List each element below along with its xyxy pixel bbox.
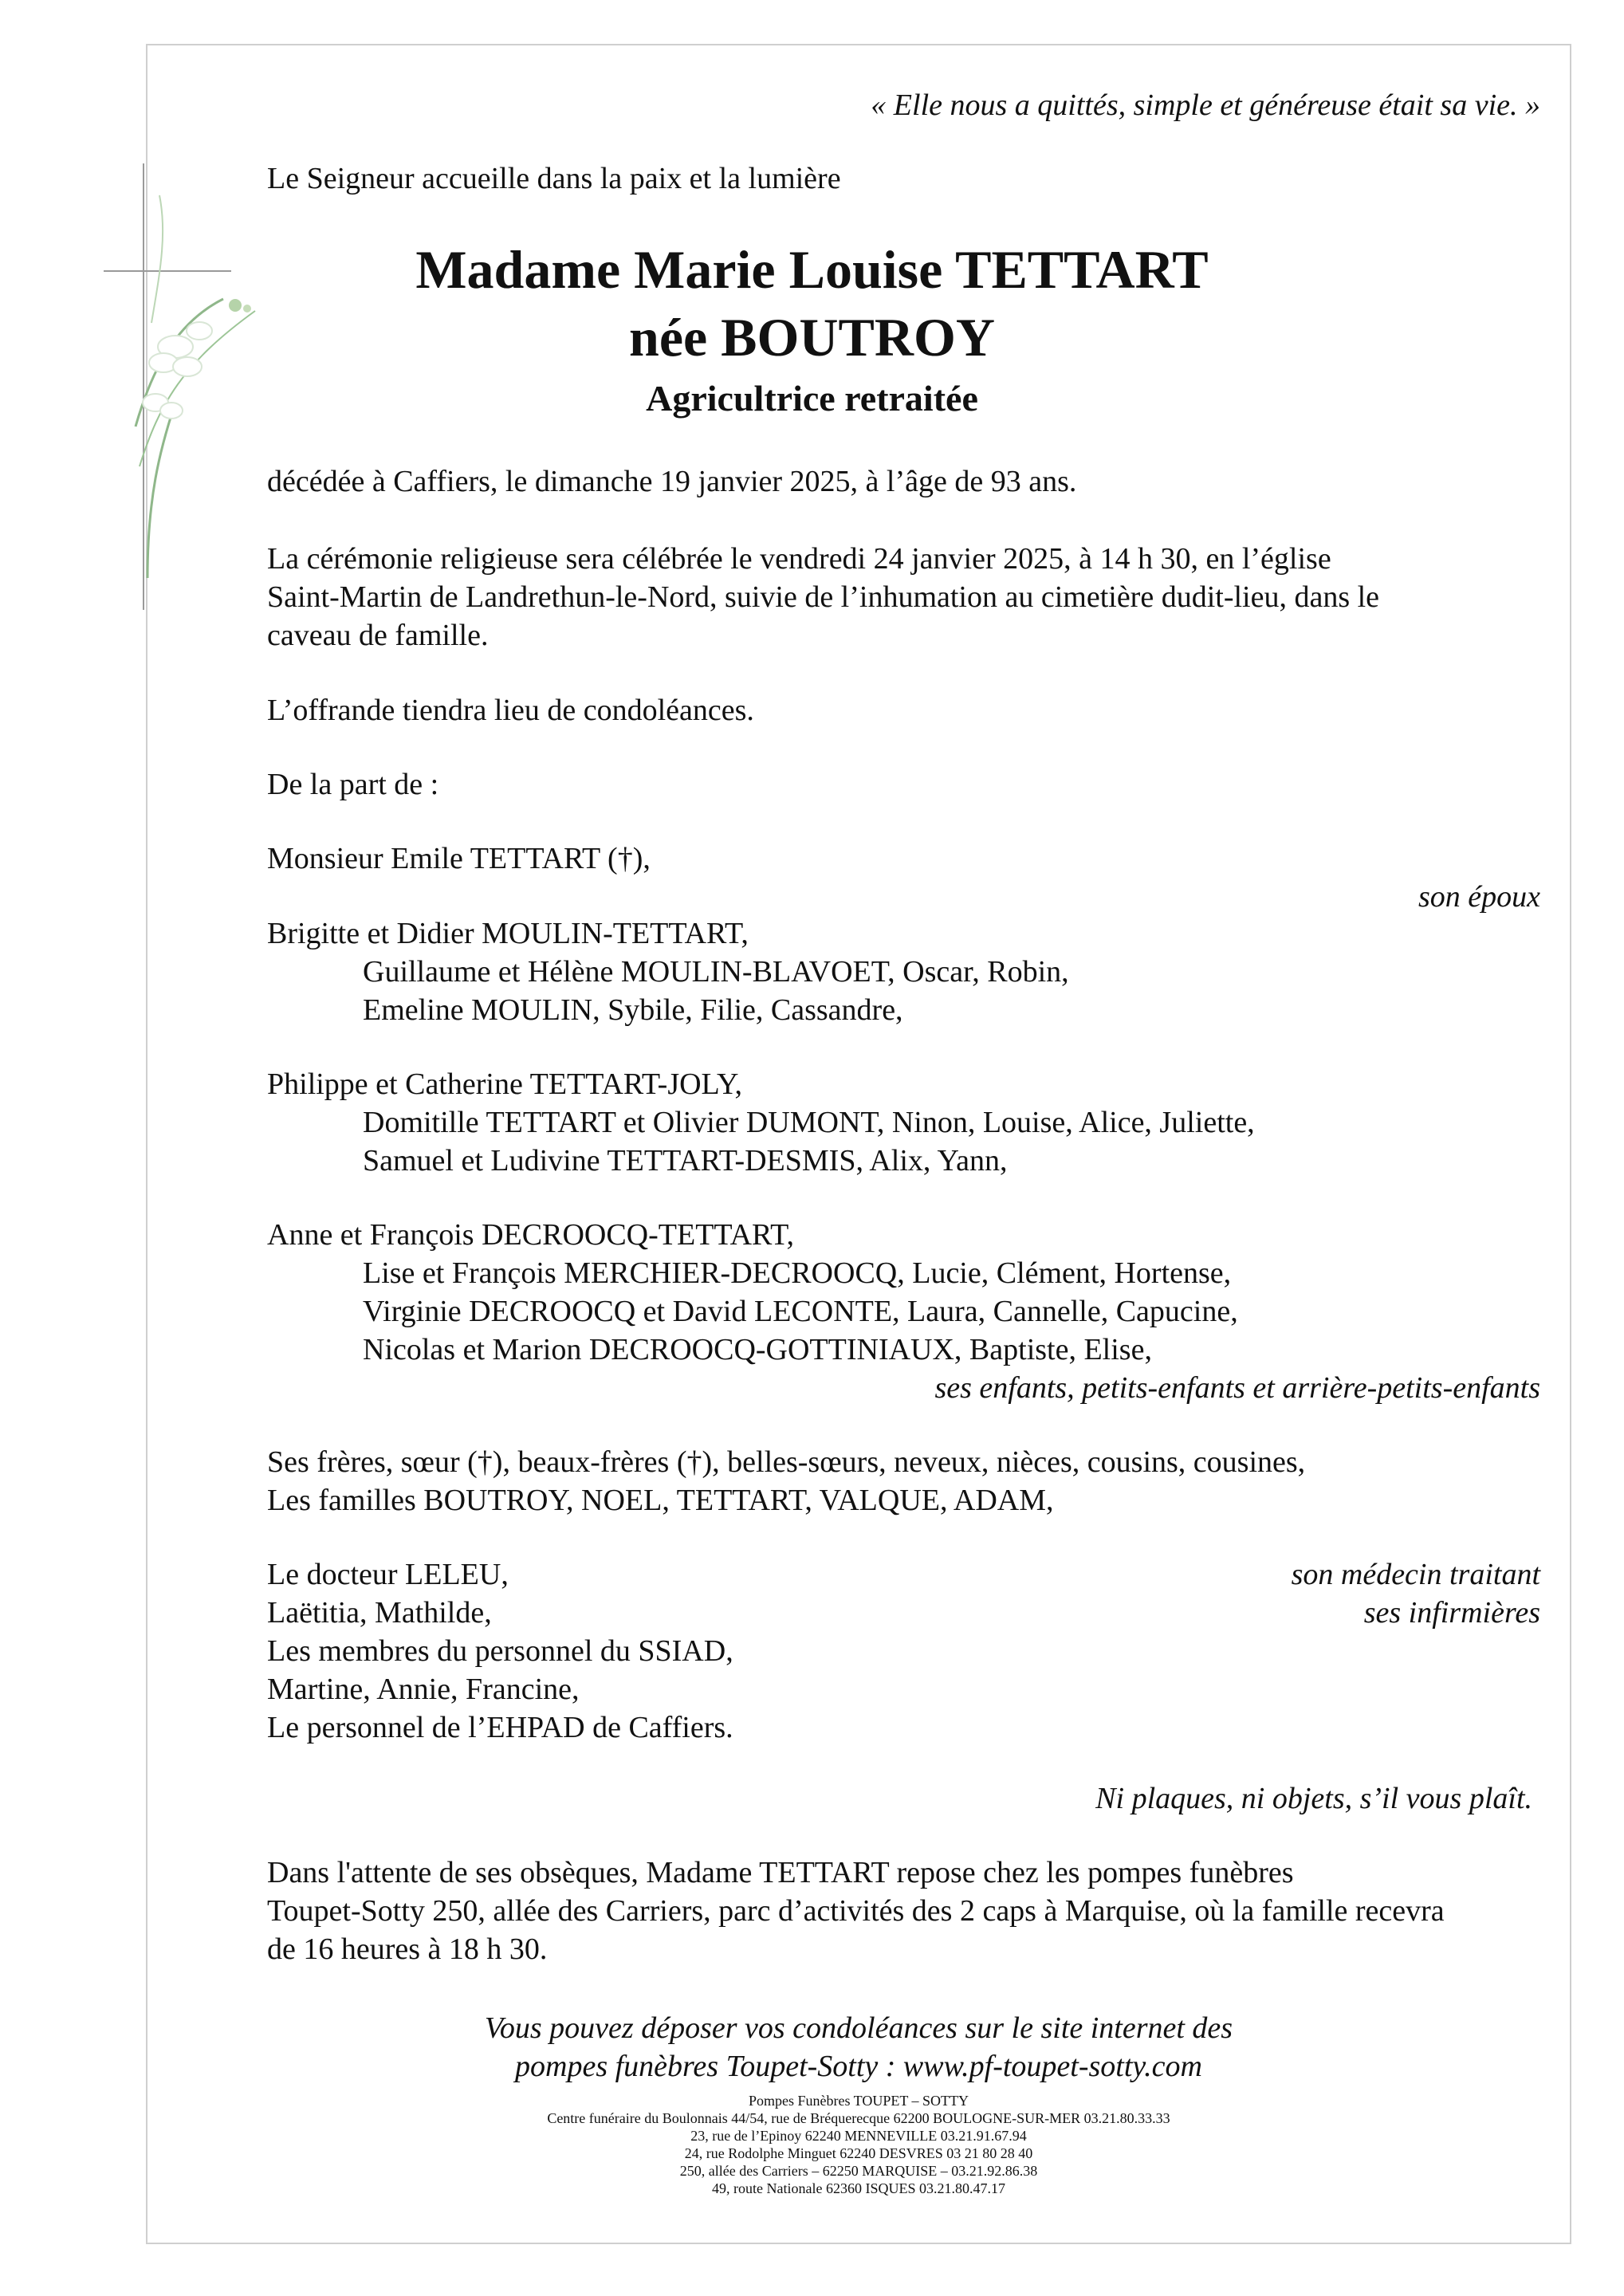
death-notice: décédée à Caffiers, le dimanche 19 janvier 2025, à l’âge de 93 ans. [267, 465, 1077, 498]
family-member: Domitille TETTART et Olivier DUMONT, Ninon, Louise, Alice, Juliette, [363, 1106, 1255, 1139]
family-head: Anne et François DECROOCQ-TETTART, [267, 1218, 794, 1252]
online-line-2: pompes funèbres Toupet-Sotty : www.pf-toupet-sotty.com [515, 2050, 1202, 2083]
family-member: Nicolas et Marion DECROOCQ-GOTTINIAUX, Baptiste, Elise, [363, 1333, 1152, 1366]
footer-address: 24, rue Rodolphe Minguet 62240 DESVRES 03 21 80 28 40 [684, 2145, 1033, 2161]
ceremony-line-2: Saint-Martin de Landrethun-le-Nord, suivie de l’inhumation au cimetière dudit-lieu, dans le [267, 580, 1380, 614]
doctor-role: son médecin traitant [1291, 1558, 1540, 1591]
nurses-role: ses infirmières [1363, 1596, 1540, 1630]
family-member: Emeline MOULIN, Sybile, Filie, Cassandre, [363, 993, 903, 1027]
deceased-name: Madame Marie Louise TETTART [415, 239, 1209, 300]
ceremony-line-3: caveau de famille. [267, 619, 489, 652]
footer-address: Centre funéraire du Boulonnais 44/54, rue de Bréquerecque 62200 BOULOGNE-SUR-MER 03.21.80.33.33 [547, 2110, 1170, 2126]
footer-address: 23, rue de l’Epinoy 62240 MENNEVILLE 03.21.91.67.94 [690, 2128, 1027, 2144]
spouse-role: son époux [1418, 880, 1540, 914]
children-role: ses enfants, petits-enfants et arrière-petits-enfants [934, 1371, 1540, 1405]
ehpad-staff: Le personnel de l’EHPAD de Caffiers. [267, 1711, 733, 1744]
online-line-1: Vous pouvez déposer vos condoléances sur le site internet des [484, 2011, 1233, 2045]
family-member: Samuel et Ludivine TETTART-DESMIS, Alix, Yann, [363, 1144, 1008, 1177]
repose-line-1: Dans l'attente de ses obsèques, Madame TETTART repose chez les pompes funèbres [267, 1856, 1294, 1889]
other-carers: Martine, Annie, Francine, [267, 1673, 580, 1706]
footer-company: Pompes Funèbres TOUPET – SOTTY [748, 2093, 969, 2109]
relatives-line-2: Les familles BOUTROY, NOEL, TETTART, VALQUE, ADAM, [267, 1484, 1054, 1517]
offering-line: L’offrande tiendra lieu de condoléances. [267, 694, 754, 727]
profession: Agricultrice retraitée [646, 378, 978, 419]
relatives-line-1: Ses frères, sœur (†), beaux-frères (†), belles-sœurs, neveux, nièces, cousins, cousines, [267, 1445, 1306, 1479]
from-label: De la part de : [267, 768, 439, 801]
repose-line-2: Toupet-Sotty 250, allée des Carriers, parc d’activités des 2 caps à Marquise, où la famille recevra [267, 1894, 1445, 1928]
footer-address: 250, allée des Carriers – 62250 MARQUISE – 03.21.92.86.38 [679, 2163, 1038, 2179]
intro-line: Le Seigneur accueille dans la paix et la lumière [267, 162, 841, 195]
nurses-names: Laëtitia, Mathilde, [267, 1596, 492, 1630]
repose-line-3: de 16 heures à 18 h 30. [267, 1932, 548, 1966]
family-member: Lise et François MERCHIER-DECROOCQ, Lucie, Clément, Hortense, [363, 1256, 1232, 1290]
family-head: Philippe et Catherine TETTART-JOLY, [267, 1067, 742, 1101]
ssiad-staff: Les membres du personnel du SSIAD, [267, 1634, 733, 1668]
ceremony-line-1: La cérémonie religieuse sera célébrée le vendredi 24 janvier 2025, à 14 h 30, en l’église [267, 542, 1331, 576]
family-head: Brigitte et Didier MOULIN-TETTART, [267, 917, 749, 950]
doctor-name: Le docteur LELEU, [267, 1558, 509, 1591]
no-flowers-note: Ni plaques, ni objets, s’il vous plaît. [1095, 1782, 1532, 1815]
maiden-name: née BOUTROY [629, 307, 995, 368]
family-member: Guillaume et Hélène MOULIN-BLAVOET, Oscar, Robin, [363, 955, 1069, 989]
family-member: Virginie DECROOCQ et David LECONTE, Laura, Cannelle, Capucine, [363, 1295, 1238, 1328]
epigraph-quote: « Elle nous a quittés, simple et généreuse était sa vie. » [871, 88, 1540, 122]
spouse-name: Monsieur Emile TETTART (†), [267, 842, 651, 875]
footer-address: 49, route Nationale 62360 ISQUES 03.21.80.47.17 [712, 2180, 1005, 2196]
